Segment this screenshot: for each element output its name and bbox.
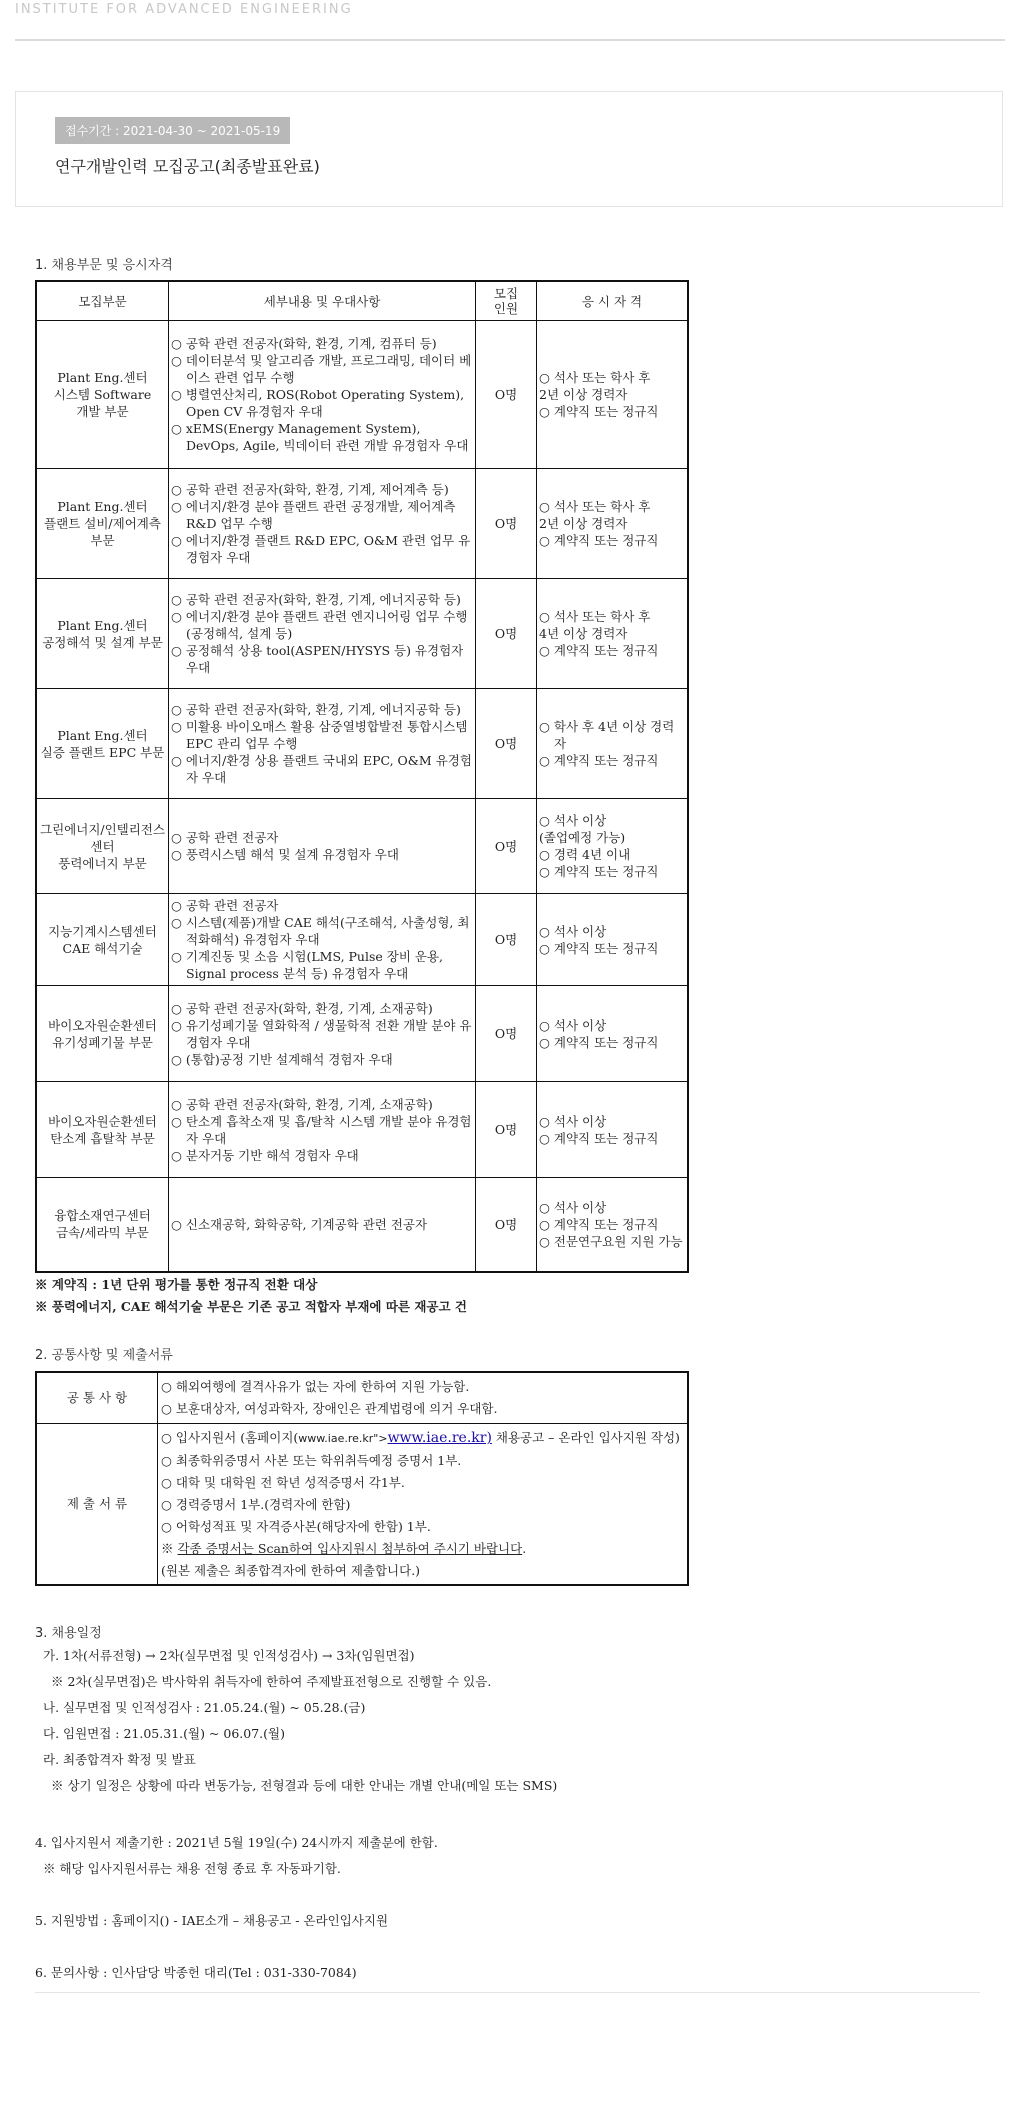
common-label: 공 통 사 항 <box>36 1372 158 1424</box>
schedule-line: 다. 임원면접 : 21.05.31.(월) ~ 06.07.(월) <box>43 1726 285 1741</box>
qualification-item: ○ 계약직 또는 정규직 <box>539 1034 659 1050</box>
detail-item: ○ 분자거동 기반 해석 경험자 우대 <box>171 1147 359 1163</box>
count-cell: O명 <box>476 469 537 579</box>
list-item: ○ 해외여행에 결격사유가 없는 자에 한하여 지원 가능함. <box>161 1379 470 1394</box>
common-docs-table <box>35 1371 689 1586</box>
detail-item: ○ 에너지/환경 분야 플랜트 관련 공정개발, 제어계측 R&D 업무 수행 <box>171 499 456 531</box>
section3-heading: 3. 채용일정 <box>35 1626 102 1641</box>
detail-item: ○ xEMS(Energy Management System), DevOps, Agile, 빅데이터 관련 개발 유경험자 우대 <box>171 421 469 453</box>
docs-final-note: (원본 제출은 최종합격자에 한하여 제출합니다.) <box>161 1563 421 1578</box>
section4-heading: 4. 입사지원서 제출기한 : 2021년 5월 19일(수) 24시까지 제출분에 한함. <box>35 1835 438 1850</box>
table-row <box>36 469 688 579</box>
schedule-line: 라. 최종합격자 확정 및 발표 <box>43 1752 196 1767</box>
count-cell: O명 <box>476 689 537 799</box>
qualification-item: ○ 석사 이상 <box>539 1199 607 1215</box>
list-item: ○ 대학 및 대학원 전 학년 성적증명서 각1부. <box>161 1475 405 1490</box>
details-cell <box>169 321 476 469</box>
dept-cell: 융합소재연구센터 금속/세라믹 부문 <box>36 1178 169 1272</box>
docs-note-underlined: 각종 증명서는 Scan하여 입사지원시 첨부하여 주시기 바랍니다 <box>177 1541 523 1556</box>
details-cell <box>169 986 476 1082</box>
schedule-line: ※ 상기 일정은 상황에 따라 변동가능, 전형결과 등에 대한 안내는 개별 안내(메일 또는 SMS) <box>51 1778 558 1793</box>
institute-name: INSTITUTE FOR ADVANCED ENGINEERING <box>15 2 353 17</box>
docs-note-prefix: ※ <box>161 1541 178 1556</box>
docs-note-suffix: . <box>522 1541 527 1556</box>
application-period-badge: 접수기간 : 2021-04-30 ~ 2021-05-19 <box>55 117 290 144</box>
detail-item: ○ 공학 관련 전공자(화학, 환경, 기계, 제어계측 등) <box>171 482 449 497</box>
qualification-item: ○ 석사 이상 <box>539 923 607 939</box>
common-row <box>36 1372 688 1424</box>
qualification-item: ○ 석사 또는 학사 후 <box>539 609 651 624</box>
header-divider <box>15 39 1005 41</box>
schedule-lines <box>35 1643 557 1799</box>
table-row <box>36 799 688 894</box>
list-item: ○ 경력증명서 1부.(경력자에 한함) <box>161 1497 351 1512</box>
docs-note <box>161 1538 684 1560</box>
qualification-cell <box>537 894 689 986</box>
dept-cell: 지능기계시스템센터 CAE 해석기술 <box>36 894 169 986</box>
section6 <box>35 1960 357 1986</box>
table-row <box>36 689 688 799</box>
header-count: 모집 인원 <box>476 281 537 321</box>
qualification-item: ○ 학사 후 4년 이상 경력자 <box>539 719 675 751</box>
details-cell <box>169 689 476 799</box>
qualification-cell <box>537 579 689 689</box>
detail-item: ○ 신소재공학, 화학공학, 기계공학 관련 전공자 <box>171 1216 428 1232</box>
section1-heading: 1. 채용부문 및 응시자격 <box>35 258 173 273</box>
detail-item: ○ 미활용 바이오매스 활용 삼중열병합발전 통합시스템 EPC 관리 업무 수행 <box>171 719 468 751</box>
qualification-item: ○ 석사 이상 <box>539 1017 607 1033</box>
dept-cell: Plant Eng.센터 실증 플랜트 EPC 부문 <box>36 689 169 799</box>
detail-item: ○ 유기성폐기물 열화학적 / 생물학적 전환 개발 분야 유경험자 우대 <box>171 1017 472 1050</box>
docs-content <box>158 1424 689 1586</box>
schedule-line: ※ 2차(실무면접)은 박사학위 취득자에 한하여 주제발표전형으로 진행할 수 있음. <box>51 1674 492 1689</box>
table-row <box>36 986 688 1082</box>
qualification-item: ○ 석사 또는 학사 후 <box>539 499 651 514</box>
table-row <box>36 1178 688 1272</box>
homepage-link[interactable]: www.iae.re.kr) <box>387 1430 492 1446</box>
notice-title: 연구개발인력 모집공고(최종발표완료) <box>55 157 320 176</box>
details-cell <box>169 579 476 689</box>
count-cell: O명 <box>476 321 537 469</box>
docs-first-prefix: ○ 입사지원서 (홈페이지( <box>161 1430 299 1445</box>
detail-item: ○ 에너지/환경 플랜트 R&D EPC, O&M 관련 업무 유경험자 우대 <box>171 533 471 565</box>
qualification-item: ○ 석사 이상 <box>539 1113 607 1129</box>
common-content <box>158 1372 689 1424</box>
qualification-item: ○ 계약직 또는 정규직 <box>539 533 659 548</box>
table-row <box>36 321 688 469</box>
dept-cell: Plant Eng.센터 공정해석 및 설계 부문 <box>36 579 169 689</box>
docs-first-small: www.iae.re.kr"> <box>298 1432 388 1445</box>
count-cell: O명 <box>476 1178 537 1272</box>
details-cell <box>169 894 476 986</box>
footer-divider <box>35 1992 980 1993</box>
list-item: ○ 보훈대상자, 여성과학자, 장애인은 관계법령에 의거 우대함. <box>161 1401 498 1416</box>
qualification-cell <box>537 321 689 469</box>
qualification-item: ○ 계약직 또는 정규직 <box>539 864 659 879</box>
table-notes <box>35 1274 467 1318</box>
qualification-item: 2년 이상 경력자 <box>539 387 628 402</box>
detail-item: ○ 탄소계 흡착소재 및 흡/탈착 시스템 개발 분야 유경험자 우대 <box>171 1113 472 1146</box>
details-cell <box>169 1082 476 1178</box>
detail-item: ○ (통합)공정 기반 설계해석 경험자 우대 <box>171 1051 393 1067</box>
details-cell <box>169 799 476 894</box>
qualification-item: ○ 계약직 또는 정규직 <box>539 753 659 768</box>
qualification-cell <box>537 689 689 799</box>
detail-item: ○ 공학 관련 전공자(화학, 환경, 기계, 소재공학) <box>171 1000 433 1016</box>
detail-item: ○ 공학 관련 전공자 <box>171 898 279 913</box>
detail-item: ○ 시스템(제품)개발 CAE 해석(구조해석, 사출성형, 최적화해석) 유경험자 우대 <box>171 915 470 947</box>
section6-text: 6. 문의사항 : 인사담당 박종헌 대리(Tel : 031-330-7084) <box>35 1965 357 1980</box>
detail-item: ○ 기계진동 및 소음 시험(LMS, Pulse 장비 운용, Signal process 분석 등) 유경험자 우대 <box>171 949 444 981</box>
detail-item: ○ 공학 관련 전공자 <box>171 830 279 845</box>
detail-item: ○ 공학 관련 전공자(화학, 환경, 기계, 에너지공학 등) <box>171 702 461 717</box>
details-cell <box>169 469 476 579</box>
dept-cell: 그린에너지/인텔리전스센터 풍력에너지 부문 <box>36 799 169 894</box>
list-item: ○ 어학성적표 및 자격증사본(해당자에 한함) 1부. <box>161 1519 431 1534</box>
section2-heading: 2. 공통사항 및 제출서류 <box>35 1348 173 1363</box>
dept-cell: 바이오자원순환센터 유기성폐기물 부문 <box>36 986 169 1082</box>
count-cell: O명 <box>476 799 537 894</box>
header-dept: 모집부문 <box>36 281 169 321</box>
qualification-cell <box>537 1178 689 1272</box>
qualification-item: ○ 계약직 또는 정규직 <box>539 1216 659 1232</box>
dept-cell: Plant Eng.센터 시스템 Software 개발 부문 <box>36 321 169 469</box>
qualification-cell <box>537 1082 689 1178</box>
detail-item: ○ 풍력시스템 해석 및 설계 유경험자 우대 <box>171 847 399 862</box>
detail-item: ○ 공학 관련 전공자(화학, 환경, 기계, 에너지공학 등) <box>171 592 461 607</box>
detail-item: ○ 데이터분석 및 알고리즘 개발, 프로그래밍, 데이터 베이스 관련 업무 수행 <box>171 353 472 385</box>
qualification-cell <box>537 986 689 1082</box>
note-repost: ※ 풍력에너지, CAE 해석기술 부문은 기존 공고 적합자 부재에 따른 재공고 건 <box>35 1299 467 1314</box>
qualification-item: ○ 석사 또는 학사 후 <box>539 370 651 385</box>
qualification-cell <box>537 469 689 579</box>
notice-card <box>15 91 1003 207</box>
docs-row <box>36 1424 688 1586</box>
dept-cell: Plant Eng.센터 플랜트 설비/제어계측 부문 <box>36 469 169 579</box>
header-qualification: 응 시 자 격 <box>537 281 689 321</box>
section4 <box>35 1830 438 1882</box>
detail-item: ○ 공정해석 상용 tool(ASPEN/HYSYS 등) 유경험자 우대 <box>171 643 464 675</box>
table-header-row <box>36 281 688 321</box>
note-contract: ※ 계약직 : 1년 단위 평가를 통한 정규직 전환 대상 <box>35 1277 318 1292</box>
qualification-item: ○ 계약직 또는 정규직 <box>539 643 659 658</box>
detail-item: ○ 공학 관련 전공자(화학, 환경, 기계, 컴퓨터 등) <box>171 336 437 351</box>
qualification-item: ○ 경력 4년 이내 <box>539 847 631 862</box>
schedule-line: 가. 1차(서류전형) → 2차(실무면접 및 인적성검사) → 3차(임원면접) <box>43 1648 415 1663</box>
details-cell <box>169 1178 476 1272</box>
count-cell: O명 <box>476 579 537 689</box>
detail-item: ○ 병렬연산처리, ROS(Robot Operating System), Open CV 유경험자 우대 <box>171 387 465 419</box>
table-row <box>36 579 688 689</box>
qualification-item: ○ 계약직 또는 정규직 <box>539 1130 659 1146</box>
detail-item: ○ 에너지/환경 분야 플랜트 관련 엔지니어링 업무 수행(공정해석, 설계 등) <box>171 609 468 641</box>
qualification-item: ○ 석사 이상 <box>539 813 607 828</box>
qualification-item: 4년 이상 경력자 <box>539 626 628 641</box>
section4-note: ※ 해당 입사지원서류는 채용 전형 종료 후 자동파기함. <box>43 1861 341 1876</box>
detail-item: ○ 에너지/환경 상용 플랜트 국내외 EPC, O&M 유경험자 우대 <box>171 753 472 785</box>
list-item <box>161 1426 684 1450</box>
table-row <box>36 894 688 986</box>
schedule-line: 나. 실무면접 및 인적성검사 : 21.05.24.(월) ~ 05.28.(금) <box>43 1700 366 1715</box>
dept-cell: 바이오자원순환센터 탄소계 흡탈착 부문 <box>36 1082 169 1178</box>
table-row <box>36 1082 688 1178</box>
docs-first-suffix: 채용공고 – 온라인 입사지원 작성) <box>491 1430 680 1445</box>
section5-text: 5. 지원방법 : 홈페이지() - IAE소개 – 채용공고 - 온라인입사지원 <box>35 1913 389 1928</box>
qualification-item: ○ 계약직 또는 정규직 <box>539 940 659 956</box>
qualification-item: ○ 계약직 또는 정규직 <box>539 404 659 419</box>
qualification-cell <box>537 799 689 894</box>
recruitment-table <box>35 280 689 1273</box>
qualification-item: (졸업예정 가능) <box>539 830 626 845</box>
count-cell: O명 <box>476 1082 537 1178</box>
count-cell: O명 <box>476 986 537 1082</box>
section5 <box>35 1908 388 1934</box>
qualification-item: 2년 이상 경력자 <box>539 516 628 531</box>
count-cell: O명 <box>476 894 537 986</box>
qualification-item: ○ 전문연구요원 지원 가능 <box>539 1233 683 1249</box>
list-item: ○ 최종학위증명서 사본 또는 학위취득예정 증명서 1부. <box>161 1453 462 1468</box>
header-details: 세부내용 및 우대사항 <box>169 281 476 321</box>
docs-label: 제 출 서 류 <box>36 1424 158 1586</box>
detail-item: ○ 공학 관련 전공자(화학, 환경, 기계, 소재공학) <box>171 1096 433 1112</box>
